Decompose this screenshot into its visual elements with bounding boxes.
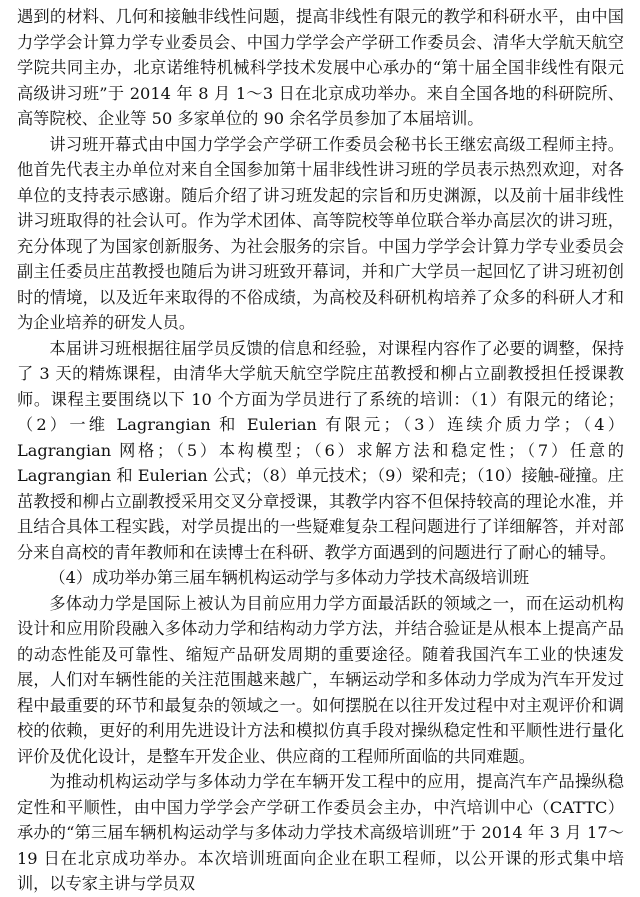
paragraph-training-organization: 为推动机构运动学与多体动力学在车辆开发工程中的应用，提高汽车产品操纵稳定性和平顺性，由中国力学学会产学研工作委员会主办，中汽培训中心（CATTC）承办的“第三届车辆机构运动学与多体动力学技术高级培训班”于 2014 年 3 月 17～19 日在北京成功举办。本次培训班面向企业在职工程师，以公开课的形式集中培训，以专家主讲与学员双 [17,772,624,893]
section-heading-multibody-training: （4）成功举办第三届车辆机构运动学与多体动力学技术高级培训班 [49,568,530,587]
paragraph-course-content: 本届讲习班根据往届学员反馈的信息和经验，对课程内容作了必要的调整，保持了 3 天的精炼课程，由清华大学航天航空学院庄茁教授和柳占立副教授担任授课教师。课程主要围绕以下 10 个方面为学员进行了系统的培训：（1）有限元的绪论；（2）一维 Lagrangian 和 Eulerian 有限元；（3）连续介质力学；（4）Lagrangian 网格；（5）本构模型；（6）求解方法和稳定性；（7）任意的 Lagrangian 和 Eulerian 公式；（8）单元技术；（9）梁和壳；（10）接触-碰撞。庄茁教授和柳占立副教授采用交叉分章授课，其教学内容不但保持较高的理论水准，并且结合具体工程实践，对学员提出的一些疑难复杂工程问题进行了详细解答，并对部分来自高校的青年教师和在读博士在科研、教学方面遇到的问题进行了耐心的辅导。 [17,338,624,562]
paragraph-nonlinear-fem-intro: 遇到的材料、几何和接触非线性问题，提高非线性有限元的教学和科研水平，由中国力学学会计算力学专业委员会、中国力学学会产学研工作委员会、清华大学航天航空学院共同主办，北京诺维特机械科学技术发展中心承办的“第十届全国非线性有限元高级讲习班”于 2014 年 8 月 1～3 日在北京成功举办。来自全国各地的科研院所、高等院校、企业等 50 多家单位的 90 余名学员参加了本届培训。 [17,7,624,128]
paragraph-opening-ceremony: 讲习班开幕式由中国力学学会产学研工作委员会秘书长王继宏高级工程师主持。他首先代表主办单位对来自全国参加第十届非线性讲习班的学员表示热烈欢迎，对各单位的支持表示感谢。随后介绍了讲习班发起的宗旨和历史渊源，以及前十届非线性讲习班取得的社会认可。作为学术团体、高等院校等单位联合举办高层次的讲习班，充分体现了为国家创新服务、为社会服务的宗旨。中国力学学会计算力学专业委员会副主任委员庄茁教授也随后为讲习班致开幕词，并和广大学员一起回忆了讲习班初创时的情境，以及近年来取得的不俗成绩，为高校及科研机构培养了众多的科研人才和为企业培养的研发人员。 [17,134,624,332]
paragraph-multibody-dynamics: 多体动力学是国际上被认为目前应用力学方面最活跃的领域之一，而在运动机构设计和应用阶段融入多体动力学和结构动力学方法，并结合验证是从根本上提高产品的动态性能及可靠性、缩短产品研发周期的重要途径。随着我国汽车工业的快速发展，人们对车辆性能的关注范围越来越广，车辆运动学和多体动力学成为汽车开发过程中最重要的环节和最复杂的领域之一。如何摆脱在以往开发过程中对主观评价和调校的依赖，更好的利用先进设计方法和模拟仿真手段对操纵稳定性和平顺性进行量化评价及优化设计，是整车开发企业、供应商的工程师所面临的共同难题。 [17,593,624,766]
